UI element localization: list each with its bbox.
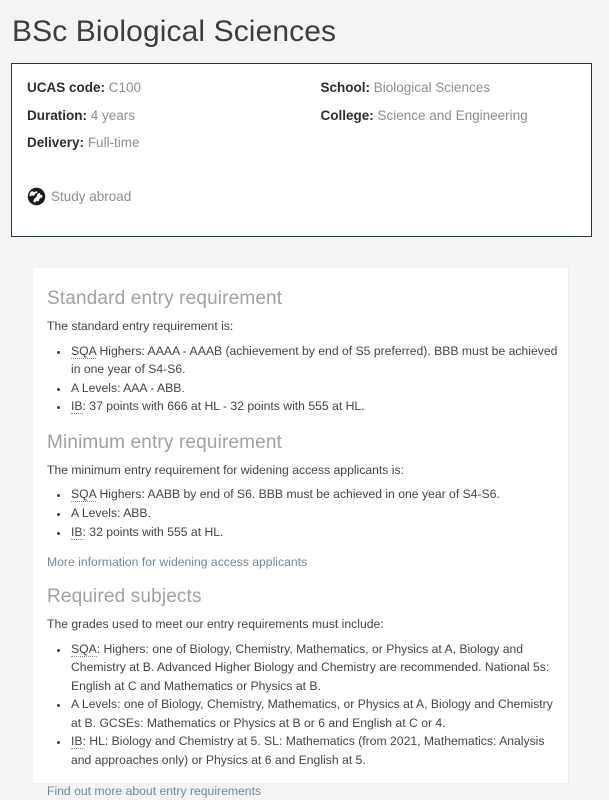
key-fact-delivery	[27, 136, 311, 150]
list-item-text: : 37 points with 666 at HL - 32 points with 555 at HL.	[82, 399, 365, 414]
abbr-sqa[interactable]: SQA	[71, 343, 97, 358]
standard-entry-list	[47, 342, 562, 416]
section-heading-standard-entry: Standard entry requirement	[47, 288, 283, 309]
list-item-text: : HL: Biology and Chemistry at 5. SL: Mathematics (from 2021, Mathematics: Analysis and approaches only) or Physics at 6 and English at 5.	[71, 734, 545, 767]
abbr-ib[interactable]: IB	[71, 399, 83, 414]
globe-icon	[27, 187, 46, 206]
key-facts-right-column	[311, 81, 591, 136]
list-item-text: A Levels: ABB.	[71, 505, 151, 520]
abbr-sqa[interactable]: SQA	[71, 641, 97, 656]
list-item-text: : 32 points with 555 at HL.	[82, 524, 224, 539]
section-intro-standard-entry: The standard entry requirement is:	[47, 318, 234, 333]
abbr-sqa[interactable]: SQA	[71, 487, 97, 502]
required-subjects-list	[47, 640, 562, 770]
content-zone	[0, 268, 609, 799]
list-item	[69, 342, 562, 379]
key-fact-ucas-code	[27, 81, 311, 95]
content-side-rail	[568, 268, 609, 783]
list-item	[69, 485, 562, 504]
list-item-text: Highers: AABB by end of S6. BBB must be achieved in one year of S4-S6.	[96, 487, 500, 502]
key-fact-college	[320, 109, 591, 123]
section-heading-required-subjects: Required subjects	[47, 586, 202, 608]
list-item	[69, 732, 562, 769]
widening-access-link-wrapper	[47, 553, 562, 571]
study-abroad-badge	[27, 187, 131, 206]
entry-requirements-link-wrapper	[47, 782, 562, 800]
list-item	[69, 695, 562, 732]
study-abroad-label: Study abroad	[51, 188, 132, 204]
abbr-ib[interactable]: IB	[71, 524, 83, 539]
key-fact-label: School:	[320, 80, 370, 95]
list-item-text: Highers: AAAA - AAAB (achievement by end of S5 preferred). BBB must be achieved in one year of S4-S6.	[71, 343, 558, 377]
key-fact-value: C100	[108, 80, 142, 95]
abbr-ib[interactable]: IB	[71, 734, 83, 749]
key-fact-label: Duration:	[27, 107, 87, 123]
widening-access-link[interactable]: More information for widening access applicants	[47, 555, 308, 570]
list-item	[69, 379, 562, 398]
list-item	[69, 504, 562, 523]
key-fact-label: College:	[320, 107, 374, 123]
key-fact-value: Full-time	[87, 135, 140, 150]
key-fact-label: UCAS code:	[27, 80, 106, 95]
section-intro-required-subjects: The grades used to meet our entry requirements must include:	[47, 616, 384, 631]
list-item	[69, 523, 562, 542]
list-item-text: A Levels: AAA - ABB.	[71, 380, 185, 395]
section-intro-minimum-entry: The minimum entry requirement for widening access applicants is:	[47, 462, 404, 477]
section-heading-minimum-entry: Minimum entry requirement	[47, 431, 282, 453]
page-title: BSc Biological Sciences	[12, 15, 337, 48]
key-fact-value: Science and Engineering	[377, 107, 528, 123]
key-fact-value: 4 years	[90, 107, 136, 123]
key-fact-label: Delivery:	[27, 135, 85, 150]
key-facts-box	[11, 63, 592, 237]
entry-requirements-link[interactable]: Find out more about entry requirements	[47, 784, 262, 799]
page-header	[0, 0, 609, 268]
key-fact-value: Biological Sciences	[373, 80, 491, 95]
key-fact-school	[320, 81, 591, 95]
key-fact-duration	[27, 109, 311, 123]
list-item-text: A Levels: one of Biology, Chemistry, Mathematics, or Physics at A, Biology and Chemistry at B. GCSEs: Mathematics or Physics at B or 6 and English at C or 4.	[71, 697, 553, 730]
key-facts-left-column	[12, 81, 311, 164]
entry-requirements-content	[47, 268, 562, 799]
minimum-entry-list	[47, 485, 562, 541]
list-item	[69, 640, 562, 696]
list-item	[69, 397, 562, 416]
key-facts-columns	[12, 81, 591, 164]
list-item-text: : Highers: one of Biology, Chemistry, Mathematics, or Physics at A, Biology and Chemistry at B. Advanced Higher Biology and Chemistry are recommended. National 5s: English at C and Mathematics or Physics at B.	[71, 641, 550, 693]
